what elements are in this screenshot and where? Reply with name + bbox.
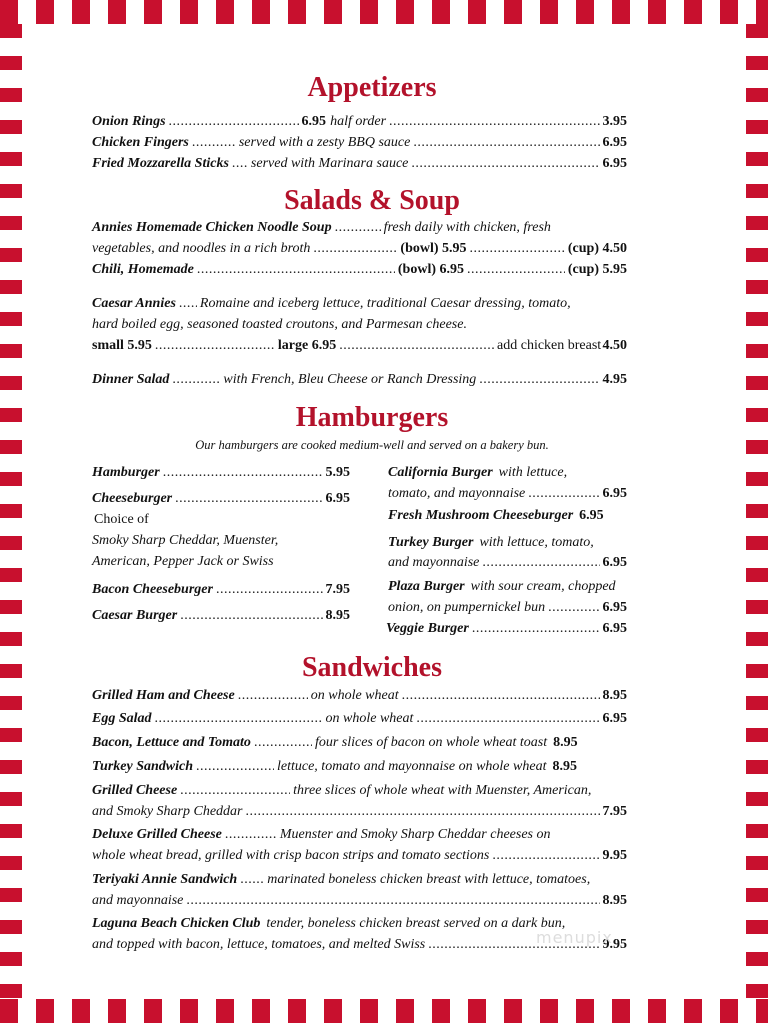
appetizers-heading: Appetizers [307,72,437,103]
menu-item-grilled-ham-cheese: Grilled Ham and Cheese ..... on whole wheat ..... 8.95 [92,687,627,705]
menu-item-grilled-cheese-price: and Smoky Sharp Cheddar ..... 7.95 [92,803,627,821]
cheeseburger-choice-label: Choice of [94,512,149,527]
menu-item-caesar-annies-prices: small 5.95 ..... large 6.95 ..... add chicken breast 4.50 [92,337,627,355]
menu-item-egg-salad: Egg Salad ..... on whole wheat ..... 6.95 [92,710,627,728]
menu-item-hamburger: Hamburger ..... 5.95 [92,464,350,482]
menu-item-chicken-noodle-soup-prices: vegetables, and noodles in a rich broth ..... (bowl) 5.95 ..... (cup) 4.50 [92,240,627,258]
menu-item-california-burger: California Burger with lettuce, [388,465,568,480]
menu-item-chicken-fingers: Chicken Fingers ..... served with a zesty BBQ sauce ..... 6.95 [92,134,627,152]
checkered-border-bottom [0,999,768,1023]
menu-item-teriyaki-sandwich-price: and mayonnaise ..... 8.95 [92,892,627,910]
menu-item-cheeseburger: Cheeseburger ..... 6.95 [92,490,350,508]
menu-item-laguna-chicken-club: Laguna Beach Chicken Club tender, boneless chicken breast served on a dark bun, [92,916,566,931]
checkered-border-right [746,24,768,999]
menu-item-plaza-burger-price: onion, on pumpernickel bun ..... 6.95 [388,599,627,617]
menu-item-dinner-salad: Dinner Salad ..... with French, Bleu Cheese or Ranch Dressing ..... 4.95 [92,371,627,389]
menu-item-caesar-annies: Caesar Annies ..... Romaine and iceberg lettuce, traditional Caesar dressing, tomato, [92,295,627,313]
menu-item-turkey-burger: Turkey Burger with lettuce, tomato, [388,535,594,550]
menu-item-laguna-chicken-club-price: and topped with bacon, lettuce, tomatoes, and melted Swiss ..... 9.95 [92,936,627,954]
checkered-border-top [0,0,768,24]
cheeseburger-choice-options-1: Smoky Sharp Cheddar, Muenster, [92,533,279,548]
menu-item-caesar-burger: Caesar Burger ..... 8.95 [92,607,350,625]
hamburgers-heading: Hamburgers [295,402,449,433]
menu-item-teriyaki-sandwich: Teriyaki Annie Sandwich ..... marinated boneless chicken breast with lettuce, tomatoes, [92,871,627,889]
sandwiches-heading: Sandwiches [301,652,443,683]
menu-item-deluxe-grilled-cheese: Deluxe Grilled Cheese ..... Muenster and Smoky Sharp Cheddar cheeses on [92,826,627,844]
watermark: menupix [536,928,613,947]
menu-item-california-burger-price: tomato, and mayonnaise ..... 6.95 [388,485,627,503]
menu-item-chicken-noodle-soup: Annies Homemade Chicken Noodle Soup ..... fresh daily with chicken, fresh [92,219,627,237]
menu-item-mozzarella-sticks: Fried Mozzarella Sticks ..... served with Marinara sauce ..... 6.95 [92,155,627,173]
menu-item-turkey-burger-price: and mayonnaise ..... 6.95 [388,554,627,572]
menu-item-plaza-burger: Plaza Burger with sour cream, chopped [388,579,616,594]
menu-item-grilled-cheese: Grilled Cheese ..... three slices of whole wheat with Muenster, American, [92,782,627,800]
hamburgers-subtitle: Our hamburgers are cooked medium-well and served on a bakery bun. [195,438,549,452]
menu-item-caesar-annies-desc: hard boiled egg, seasoned toasted croutons, and Parmesan cheese. [92,317,467,332]
menu-item-veggie-burger: Veggie Burger ..... 6.95 [386,620,627,638]
menu-item-mushroom-cheeseburger: Fresh Mushroom Cheeseburger 6.95 [388,508,604,523]
menu-item-onion-rings: Onion Rings ..... 6.95 half order ..... 3.95 [92,113,627,131]
menu-item-deluxe-grilled-cheese-price: whole wheat bread, grilled with crisp bacon strips and tomato sections ..... 9.95 [92,847,627,865]
menu-item-bacon-cheeseburger: Bacon Cheeseburger ..... 7.95 [92,581,350,599]
salads-soup-heading: Salads & Soup [284,185,460,216]
cheeseburger-choice-options-2: American, Pepper Jack or Swiss [92,554,274,569]
menu-item-blt: Bacon, Lettuce and Tomato ..... four slices of bacon on whole wheat toast 8.95 [92,734,627,752]
checkered-border-left [0,24,22,999]
menu-item-chili: Chili, Homemade ..... (bowl) 6.95 ..... (cup) 5.95 [92,261,627,279]
menu-item-turkey-sandwich: Turkey Sandwich ..... lettuce, tomato and mayonnaise on whole wheat 8.95 [92,758,627,776]
